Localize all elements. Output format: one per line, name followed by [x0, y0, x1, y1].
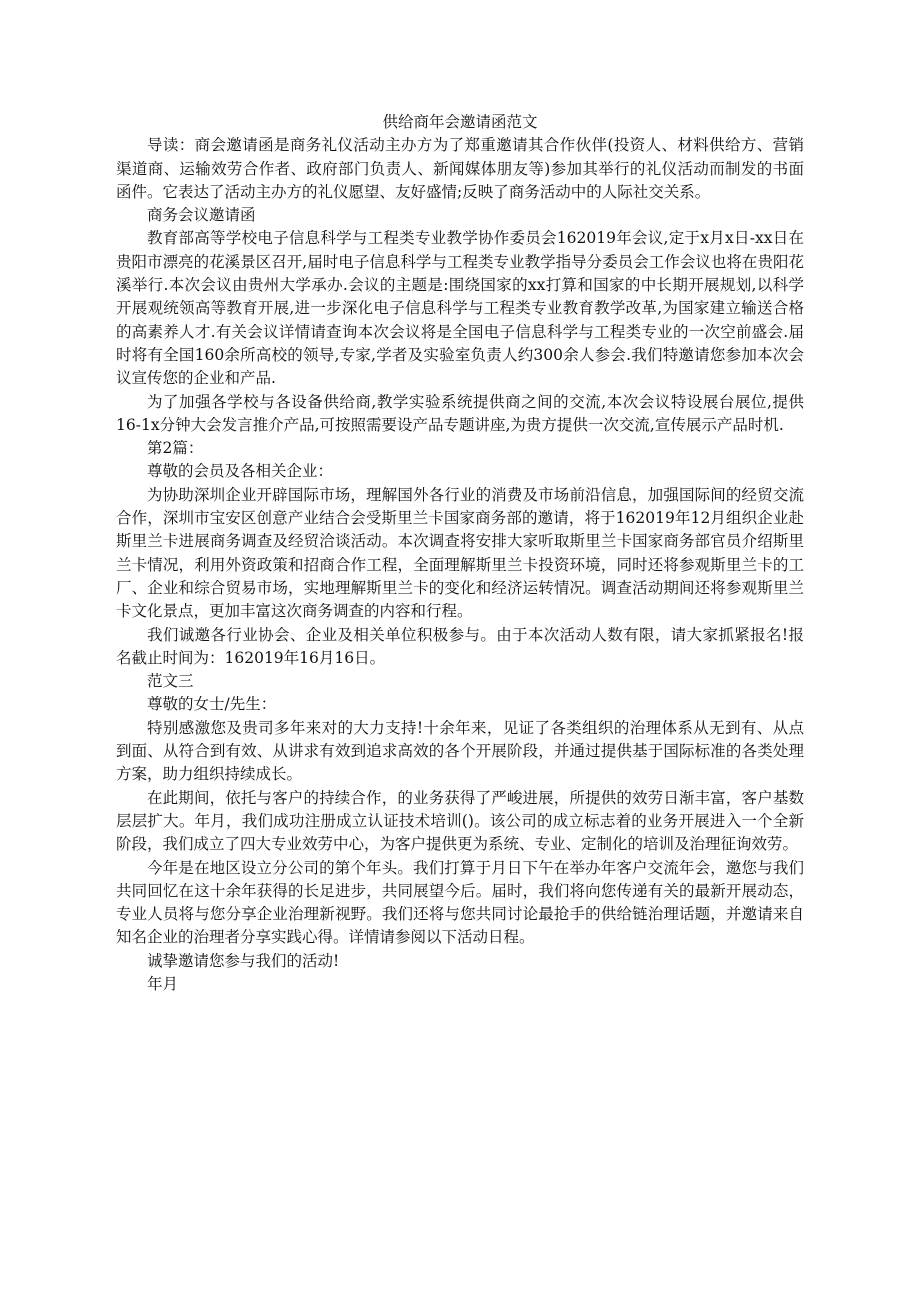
- annual-meeting-paragraph: 今年是在地区设立分公司的第个年头。我们打算于月日下午在举办年客户交流年会，邀您与我们共同回忆在这十余年获得的长足进步，共同展望今后。届时，我们将向您传递有关的最新开展动态，专业人员将与您分享企业治理新视野。我们还将与您共同讨论最抢手的供给链治理话题，并邀请来自知名企业的治理者分享实践心得。详情请参阅以下活动日程。: [116, 858, 804, 947]
- registration-paragraph: 我们诚邀各行业协会、企业及相关单位积极参与。由于本次活动人数有限，请大家抓紧报名!报名截止时间为：162019年16月16日。: [116, 625, 804, 667]
- section-heading-part-2: 第2篇：: [147, 439, 204, 458]
- exhibition-paragraph: 为了加强各学校与各设备供给商,教学实验系统提供商之间的交流,本次会议特设展台展位,提供16-1x分钟大会发言推介产品,可按照需要设产品专题讲座,为贵方提供一次交流,宣传展示产品时机.: [116, 392, 804, 434]
- document-title: 供给商年会邀请函范文: [382, 113, 538, 131]
- salutation-members: 尊敬的会员及各相关企业：: [147, 462, 334, 481]
- meeting-paragraph: 教育部高等学校电子信息科学与工程类专业教学协作委员会162019年会议,定于x月x日-xx日在贵阳市漂亮的花溪景区召开,届时电子信息科学与工程类专业教学指导分委员会工作会议也将在贵阳花溪举行.本次会议由贵州大学承办.会议的主题是:围绕国家的xx打算和国家的中长期开展规划,以科学开展观统领高等教育开展,进一步深化电子信息科学与工程类专业教育教学改革,为国家建立输送合格的高素养人才.有关会议详情请查询本次会议将是全国电子信息科学与工程类专业的一次空前盛会.届时将有全国160余所高校的领导,专家,学者及实验室负责人约300余人参会.我们特邀请您参加本次会议宣传您的企业和产品.: [116, 229, 804, 388]
- section-heading-business-meeting: 商务会议邀请函: [147, 206, 256, 225]
- invitation-closing: 诚挚邀请您参与我们的活动!: [147, 951, 340, 970]
- thanks-paragraph: 特别感激您及贵司多年来对的大力支持!十余年来，见证了各类组织的治理体系从无到有、从点到面、从符合到有效、从讲求有效到追求高效的各个开展阶段，并通过提供基于国际标准的各类处理方案，助力组织持续成长。: [116, 718, 804, 784]
- date-line: 年月: [147, 974, 179, 993]
- sri-lanka-paragraph: 为协助深圳企业开辟国际市场，理解国外各行业的消费及市场前沿信息，加强国际间的经贸交流合作，深圳市宝安区创意产业结合会受斯里兰卡国家商务部的邀请，将于162019年12月组织企业赴斯里兰卡进展商务调查及经贸洽谈活动。本次调查将安排大家听取斯里兰卡国家商务部官员介绍斯里兰卡情况，利用外资政策和招商合作工程，全面理解斯里兰卡投资环境，同时还将参观斯里兰卡的工厂、企业和综合贸易市场，实地理解斯里兰卡的变化和经济运转情况。调查活动期间还将参观斯里兰卡文化景点，更加丰富这次商务调查的内容和行程。: [116, 485, 804, 621]
- salutation-sir-madam: 尊敬的女士/先生：: [147, 695, 277, 714]
- progress-paragraph: 在此期间，依托与客户的持续合作，的业务获得了严峻进展，所提供的效劳日渐丰富，客户基数层层扩大。年月，我们成功注册成立认证技术培训()。该公司的成立标志着的业务开展进入一个全新阶段，我们成立了四大专业效劳中心，为客户提供更为系统、专业、定制化的培训及治理征询效劳。: [116, 788, 804, 854]
- section-heading-sample-3: 范文三: [147, 672, 194, 691]
- intro-paragraph: 导读：商会邀请函是商务礼仪活动主办方为了郑重邀请其合作伙伴(投资人、材料供给方、营销渠道商、运输效劳合作者、政府部门负责人、新闻媒体朋友等)参加其举行的礼仪活动而制发的书面函件。它表达了活动主办方的礼仪愿望、友好盛情;反映了商务活动中的人际社交关系。: [116, 136, 804, 201]
- document-body: [116, 111, 804, 996]
